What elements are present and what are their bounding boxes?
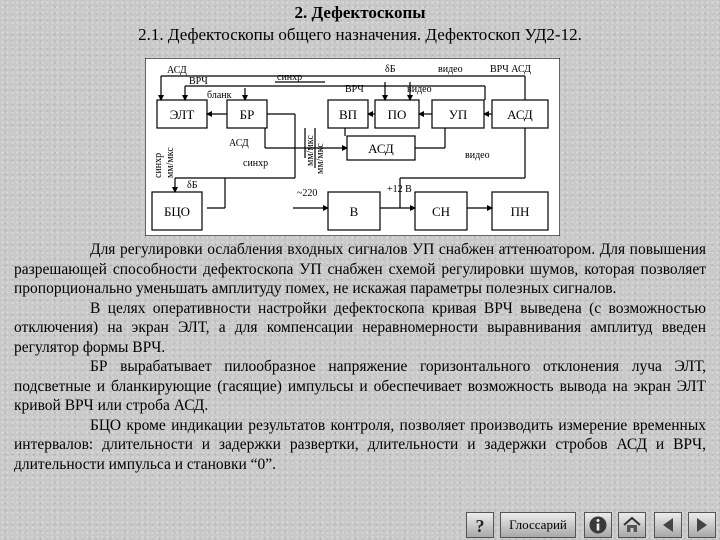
label-sn: СН xyxy=(431,204,451,219)
signal-asd-mid: АСД xyxy=(229,138,249,149)
signal-220: ~220 xyxy=(297,188,318,199)
signal-blank: бланк xyxy=(207,90,232,101)
label-btso: БЦО xyxy=(163,204,191,219)
paragraph-attenuator: Для регулировки ослабления входных сигналов УП снабжен аттенюатором. Для повышения разрешающей способности дефектоскопа УП снабжен схемой регулировки шумов, которая позволяет пропорционально уменьшать амплитуду помех, не искажая параметры полезных сигналов. xyxy=(14,241,706,297)
paragraph-vrch: В целях оперативности настройки дефектоскопа кривая ВРЧ выведена (с возможностью отключения) на экран ЭЛТ, а для компенсации неравномерности выравнивания амплитуд введен регулятор формы ВРЧ. xyxy=(14,299,706,356)
signal-video-top: видео xyxy=(438,64,463,75)
label-v: В xyxy=(349,204,359,219)
label-vp: ВП xyxy=(338,107,358,122)
label-br: БР xyxy=(239,107,255,122)
signal-vrch-mid: ВРЧ xyxy=(345,84,364,95)
signal-db-top: δБ xyxy=(385,64,396,75)
signal-mmks-vert: мм/мкс xyxy=(165,147,176,178)
label-pn: ПН xyxy=(510,204,530,219)
paragraph-btso: БЦО кроме индикации результатов контроля, позволяет производить измерение временных интервалов: длительности и задержки развертки, длительности и задержки стробов АСД и ВРЧ, длительности импульса и становки “0”. xyxy=(14,416,706,473)
home-icon xyxy=(622,515,642,535)
arrow-left-icon xyxy=(658,515,678,535)
home-button[interactable] xyxy=(618,512,646,538)
label-asd2: АСД xyxy=(368,141,394,156)
info-icon xyxy=(588,515,608,535)
back-button[interactable] xyxy=(654,512,682,538)
signal-vrch-asd: ВРЧ АСД xyxy=(490,64,531,75)
signal-sinhr-top: синхр xyxy=(277,72,303,83)
info-button[interactable] xyxy=(584,512,612,538)
page-subtitle: 2.1. Дефектоскопы общего назначения. Дефектоскоп УД2-12. xyxy=(138,25,582,44)
forward-button[interactable] xyxy=(688,512,716,538)
signal-vrch-top: ВРЧ xyxy=(189,76,208,87)
signal-sinhr-mid: синхр xyxy=(243,158,269,169)
body-text xyxy=(14,240,706,474)
block-diagram xyxy=(145,58,560,236)
label-up: УП xyxy=(448,107,468,122)
glossary-label: Глоссарий xyxy=(509,517,567,532)
page-title: 2. Дефектоскопы xyxy=(294,3,426,22)
glossary-button[interactable] xyxy=(500,512,576,538)
arrow-right-icon xyxy=(692,515,712,535)
signal-db-low: δБ xyxy=(187,180,198,191)
signal-mmks2: мм/мкс xyxy=(315,143,326,174)
signal-sinhr-vert: синхр xyxy=(153,152,164,178)
signal-12v: +12 В xyxy=(387,184,412,195)
signal-video-low: видео xyxy=(465,150,490,161)
signal-mmks: мм/мкс xyxy=(305,135,316,166)
paragraph-br: БР вырабатывает пилообразное напряжение горизонтального отклонения луча ЭЛТ, подсветные и бланкирующие (гасящие) импульсы и обеспечивает возможность вывода на экран ЭЛТ кривой ВРЧ или строба АСД. xyxy=(14,358,706,414)
label-elt: ЭЛТ xyxy=(169,107,195,122)
label-asd: АСД xyxy=(507,107,533,122)
svg-text:?: ? xyxy=(475,516,485,535)
signal-asd-top: АСД xyxy=(167,65,187,76)
help-button[interactable] xyxy=(466,512,494,538)
signal-video-mid: видео xyxy=(407,84,432,95)
question-icon xyxy=(471,515,489,535)
label-po: ПО xyxy=(387,107,407,122)
